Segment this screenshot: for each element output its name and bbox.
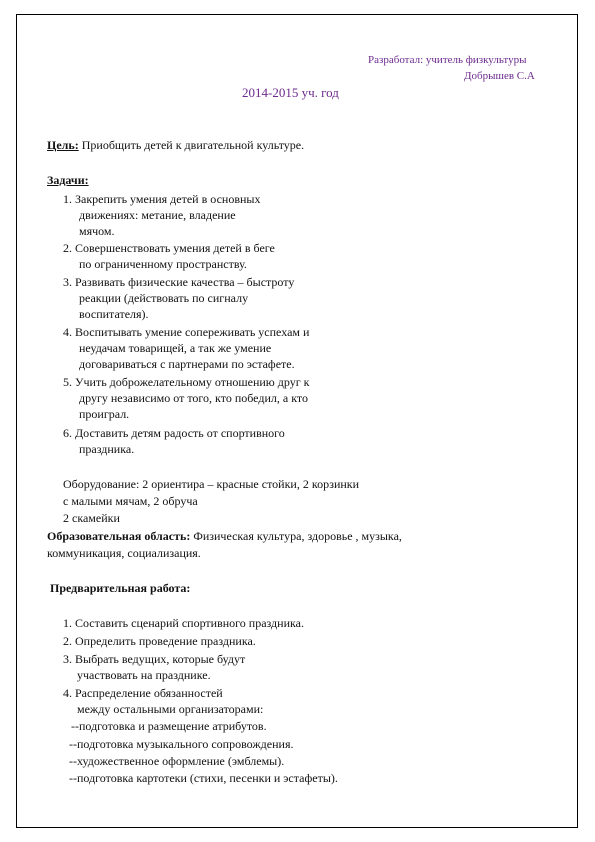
- task-5-line-3: проиграл.: [79, 407, 130, 421]
- area-line-2: коммуникация, социализация.: [47, 546, 201, 560]
- author-line-1: Разработал: учитель физкультуры: [368, 54, 527, 66]
- task-4-line-1: 4. Воспитывать умение сопереживать успехам и: [63, 325, 310, 339]
- prep-item-4-cont: между остальными организаторами:: [77, 702, 264, 716]
- equipment-line-3: 2 скамейки: [63, 511, 120, 525]
- equipment-line-2: с малыми мячам, 2 обруча: [63, 494, 198, 508]
- task-4-line-3: договариваться с партнерами по эстафете.: [79, 357, 295, 371]
- area-text-1: Физическая культура, здоровье , музыка,: [193, 529, 402, 543]
- prep-subitem-1: --подготовка и размещение атрибутов.: [71, 719, 267, 733]
- prep-item-3: 3. Выбрать ведущих, которые будут: [63, 652, 246, 666]
- task-4-line-2: неудачам товарищей, а так же умение: [79, 341, 272, 355]
- prep-item-3-cont: участвовать на празднике.: [77, 668, 211, 682]
- prep-subitem-2: --подготовка музыкального сопровождения.: [69, 737, 294, 751]
- prep-item-4: 4. Распределение обязанностей: [63, 686, 223, 700]
- goal-line: [47, 137, 304, 153]
- prep-subitem-3: --художественное оформление (эмблемы).: [69, 754, 285, 768]
- task-5-line-2: другу независимо от того, кто победил, а кто: [79, 391, 308, 405]
- prep-item-1: 1. Составить сценарий спортивного праздника.: [63, 616, 304, 630]
- equipment-line-1: Оборудование: 2 ориентира – красные стойки, 2 корзинки: [63, 477, 360, 491]
- task-6-line-1: 6. Доставить детям радость от спортивного: [63, 426, 285, 440]
- prep-subitem-4: --подготовка картотеки (стихи, песенки и эстафеты).: [69, 771, 338, 785]
- area-label: Образовательная область:: [47, 529, 191, 543]
- tasks-heading: Задачи:: [47, 173, 89, 187]
- task-1-line-1: 1. Закрепить умения детей в основных: [63, 192, 261, 206]
- task-3-line-3: воспитателя).: [79, 307, 149, 321]
- task-6-line-2: праздника.: [79, 442, 135, 456]
- area-line-1: [47, 528, 402, 544]
- school-year: 2014-2015 уч. год: [242, 85, 339, 100]
- prep-heading: Предварительная работа:: [50, 581, 191, 595]
- author-line-2: Добрышев С.А: [464, 70, 535, 82]
- task-2-line-1: 2. Совершенствовать умения детей в беге: [63, 241, 275, 255]
- task-1-line-2: движениях: метание, владение: [79, 208, 236, 222]
- goal-label: Цель:: [47, 138, 79, 152]
- goal-text: Приобщить детей к двигательной культуре.: [81, 138, 305, 152]
- task-1-line-3: мячом.: [79, 224, 115, 238]
- task-3-line-1: 3. Развивать физические качества – быстроту: [63, 275, 295, 289]
- task-5-line-1: 5. Учить доброжелательному отношению друг к: [63, 375, 310, 389]
- task-2-line-2: по ограниченному пространству.: [79, 257, 247, 271]
- prep-item-2: 2. Определить проведение праздника.: [63, 634, 256, 648]
- task-3-line-2: реакции (действовать по сигналу: [79, 291, 249, 305]
